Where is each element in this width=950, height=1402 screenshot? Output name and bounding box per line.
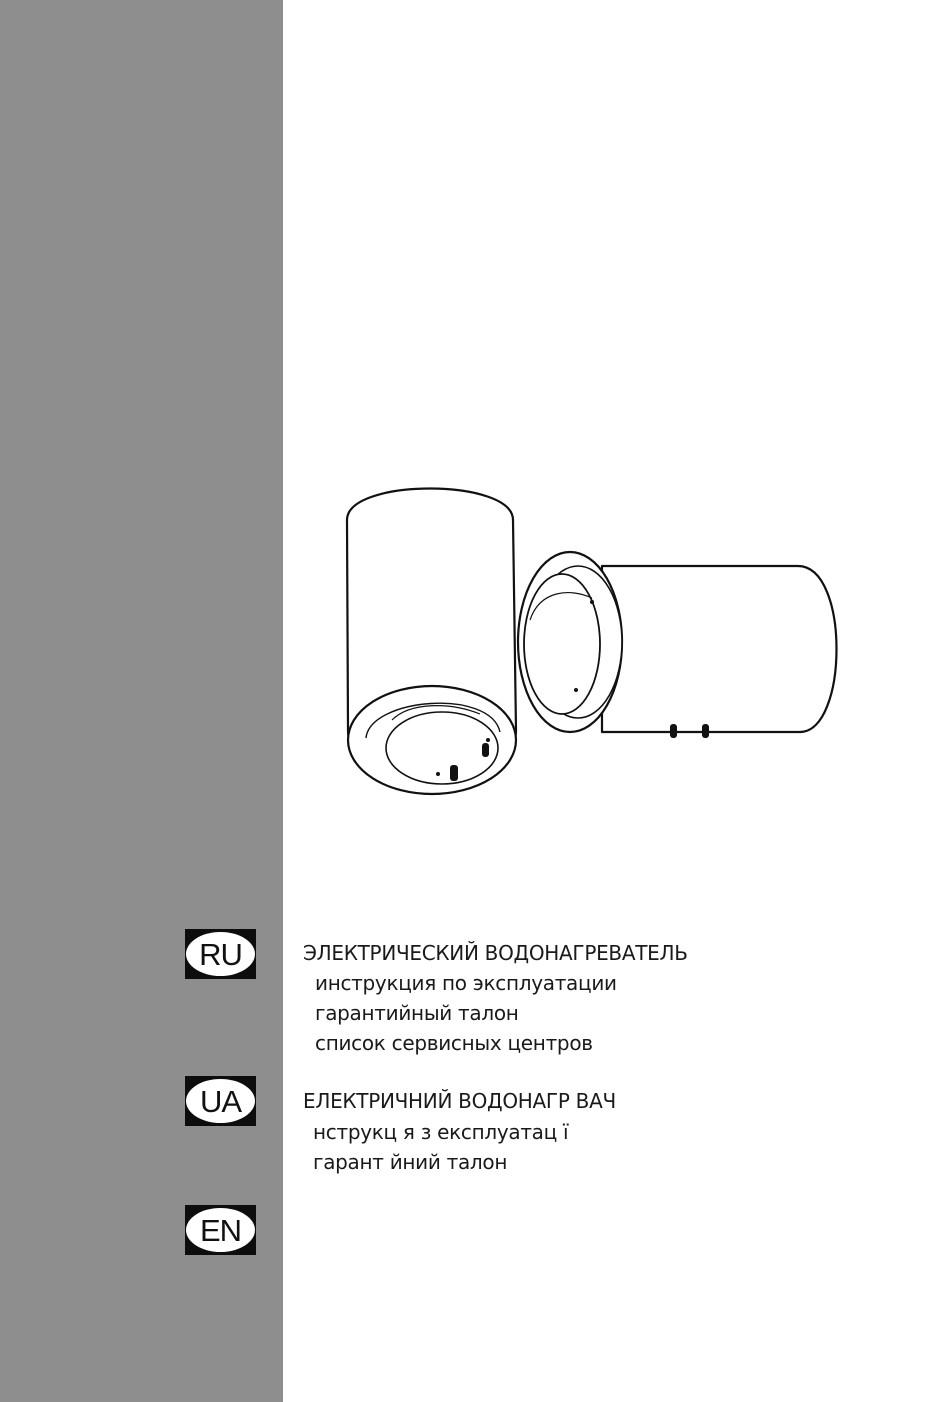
contents-item: нструкц я з експлуатац ї: [313, 1120, 569, 1144]
language-badge-ru: [185, 929, 256, 979]
language-badge-en: [185, 1205, 256, 1255]
language-badge-ua: [185, 1076, 256, 1126]
language-code: RU: [186, 932, 255, 976]
product-title-ru: ЭЛЕКТРИЧЕСКИЙ ВОДОНАГРЕВАТЕЛЬ: [303, 941, 688, 965]
left-gray-band: [0, 0, 283, 1402]
language-code: EN: [186, 1208, 255, 1252]
water-heater-illustration: [330, 470, 850, 800]
language-code: UA: [186, 1079, 255, 1123]
contents-item: инструкция по эксплуатации: [315, 971, 617, 995]
contents-item: гарант йний талон: [313, 1150, 508, 1174]
contents-item: гарантийный талон: [315, 1001, 519, 1025]
contents-item: список сервисных центров: [315, 1031, 593, 1055]
product-title-ua: ЕЛЕКТРИЧНИЙ ВОДОНАГР ВАЧ: [303, 1089, 616, 1113]
